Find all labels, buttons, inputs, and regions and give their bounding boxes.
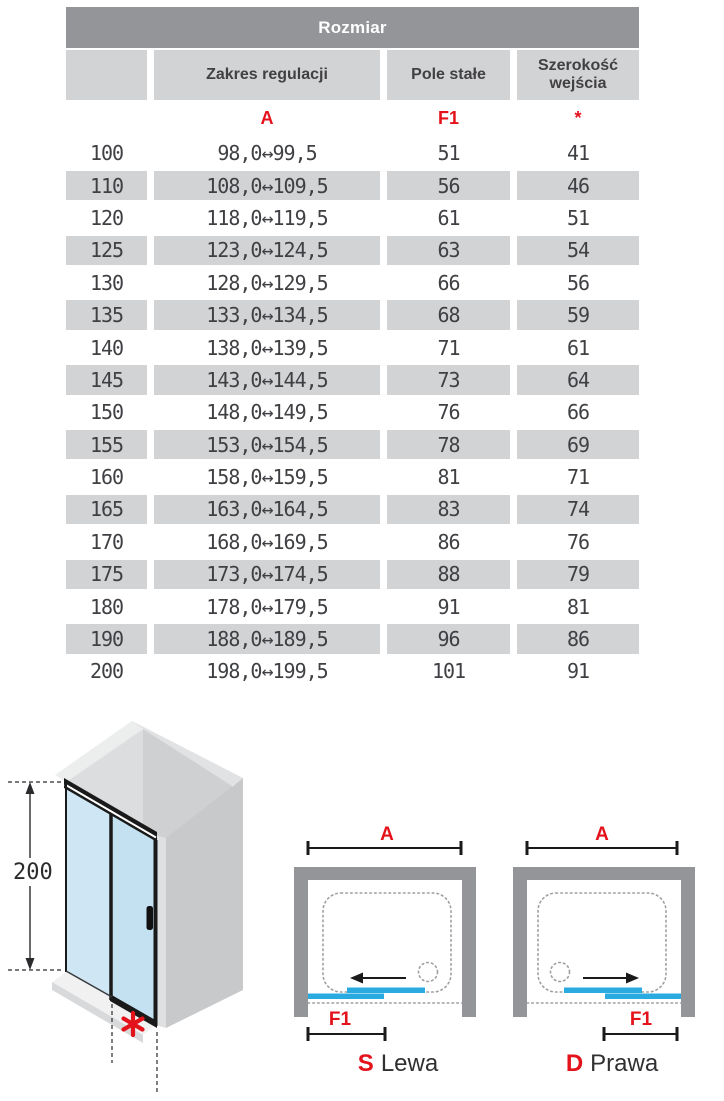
variant-right-letter: D bbox=[565, 1050, 584, 1077]
size-table-body bbox=[66, 137, 639, 688]
table-row bbox=[66, 331, 639, 363]
cell-fixed: 51 bbox=[437, 141, 460, 166]
cell-size: 165 bbox=[66, 493, 147, 525]
glass-panel-bar-sliding bbox=[308, 994, 384, 1000]
cell-range: 98,0↔99,5 bbox=[217, 141, 317, 166]
variant-left-label bbox=[283, 1050, 513, 1078]
table-row bbox=[66, 590, 639, 622]
table-row bbox=[66, 461, 639, 493]
cell-entry: 81 bbox=[566, 594, 590, 619]
table-symbol-row bbox=[66, 100, 639, 137]
cell-range: 178,0↔179,5 bbox=[206, 594, 328, 619]
table-title: Rozmiar bbox=[66, 7, 639, 48]
drain-circle bbox=[551, 963, 570, 982]
arrow-head-down bbox=[26, 958, 35, 970]
cell-fixed: 101 bbox=[431, 659, 466, 684]
symbol-empty bbox=[66, 100, 147, 137]
cell-fixed: 71 bbox=[437, 335, 460, 360]
glass-panel-bar-fixed bbox=[564, 988, 642, 994]
cell-entry: 56 bbox=[566, 270, 590, 295]
wall-right bbox=[462, 867, 476, 1017]
wall-left bbox=[513, 867, 527, 1017]
cell-range: 108,0↔109,5 bbox=[154, 169, 380, 201]
arrow-right-head bbox=[626, 973, 639, 984]
variant-left-letter: S bbox=[357, 1050, 374, 1077]
cell-range: 148,0↔149,5 bbox=[206, 400, 328, 425]
col-header-empty bbox=[66, 50, 147, 100]
dim-f1-label: F1 bbox=[328, 1009, 352, 1030]
cell-fixed: 61 bbox=[437, 205, 460, 230]
cell-fixed: 76 bbox=[437, 400, 460, 425]
cell-size: 140 bbox=[89, 335, 124, 360]
cell-range: 138,0↔139,5 bbox=[206, 335, 328, 360]
table-row bbox=[66, 169, 639, 201]
isometric-shower-diagram bbox=[0, 720, 280, 1101]
cell-entry: 79 bbox=[517, 558, 639, 590]
table-row bbox=[66, 558, 639, 590]
cell-entry: 74 bbox=[517, 493, 639, 525]
wall-left bbox=[294, 867, 308, 1017]
cell-range: 168,0↔169,5 bbox=[206, 529, 328, 554]
cell-entry: 76 bbox=[566, 529, 590, 554]
cell-fixed: 81 bbox=[437, 465, 460, 490]
cell-entry: 54 bbox=[517, 234, 639, 266]
col-header-entry: Szerokość wejścia bbox=[517, 50, 639, 100]
col-header-fixed: Pole stałe bbox=[387, 50, 510, 100]
cell-fixed: 73 bbox=[387, 364, 510, 396]
dim-f1 bbox=[604, 1009, 677, 1041]
table-row bbox=[66, 655, 639, 687]
cell-range: 188,0↔189,5 bbox=[154, 623, 380, 655]
cell-size: 125 bbox=[66, 234, 147, 266]
cell-entry: 59 bbox=[517, 299, 639, 331]
door-handle bbox=[147, 906, 154, 930]
cell-size: 160 bbox=[89, 465, 124, 490]
cell-range: 198,0↔199,5 bbox=[206, 659, 328, 684]
symbol-f1: F1 bbox=[437, 108, 459, 128]
dim-f1 bbox=[308, 1009, 385, 1041]
cell-fixed: 96 bbox=[387, 623, 510, 655]
cell-range: 128,0↔129,5 bbox=[206, 270, 328, 295]
cell-size: 100 bbox=[89, 141, 124, 166]
dim-a bbox=[527, 824, 677, 855]
cell-entry: 91 bbox=[566, 659, 590, 684]
cell-size: 190 bbox=[66, 623, 147, 655]
cell-fixed: 66 bbox=[437, 270, 460, 295]
cell-entry: 61 bbox=[566, 335, 590, 360]
dim-a-label: A bbox=[380, 824, 394, 845]
table-row bbox=[66, 267, 639, 299]
dim-f1-label: F1 bbox=[629, 1009, 653, 1030]
variant-right-name: Prawa bbox=[590, 1050, 659, 1077]
cell-fixed: 78 bbox=[387, 429, 510, 461]
cell-size: 150 bbox=[89, 400, 124, 425]
wall-right bbox=[681, 867, 695, 1017]
cell-size: 110 bbox=[66, 169, 147, 201]
variant-left-name: Lewa bbox=[380, 1050, 439, 1077]
cell-entry: 46 bbox=[517, 169, 639, 201]
arrow-left-head bbox=[350, 973, 363, 984]
cell-range: 173,0↔174,5 bbox=[154, 558, 380, 590]
cell-range: 123,0↔124,5 bbox=[154, 234, 380, 266]
cell-fixed: 91 bbox=[437, 594, 460, 619]
symbol-asterisk: * bbox=[574, 108, 582, 128]
cell-range: 158,0↔159,5 bbox=[206, 465, 328, 490]
cell-size: 135 bbox=[66, 299, 147, 331]
dim-a-label: A bbox=[595, 824, 609, 845]
glass-panel-bar-fixed bbox=[347, 988, 425, 994]
table-row bbox=[66, 364, 639, 396]
cell-fixed: 86 bbox=[437, 529, 460, 554]
wall-top bbox=[513, 867, 695, 880]
cell-range: 163,0↔164,5 bbox=[154, 493, 380, 525]
cell-entry: 41 bbox=[566, 141, 590, 166]
cell-size: 170 bbox=[89, 529, 124, 554]
drain-circle bbox=[419, 963, 438, 982]
table-row bbox=[66, 396, 639, 428]
cell-size: 175 bbox=[66, 558, 147, 590]
cell-fixed: 63 bbox=[387, 234, 510, 266]
glass-panel-bar-sliding bbox=[605, 994, 681, 1000]
arrow-head-up bbox=[26, 782, 35, 794]
symbol-a: A bbox=[260, 108, 274, 128]
table-row bbox=[66, 429, 639, 461]
cell-entry: 66 bbox=[566, 400, 590, 425]
cell-range: 143,0↔144,5 bbox=[154, 364, 380, 396]
cell-fixed: 83 bbox=[387, 493, 510, 525]
height-dimension bbox=[8, 782, 64, 970]
cell-size: 130 bbox=[89, 270, 124, 295]
cell-entry: 71 bbox=[566, 465, 590, 490]
table-row bbox=[66, 493, 639, 525]
cell-fixed: 88 bbox=[387, 558, 510, 590]
cell-entry: 86 bbox=[517, 623, 639, 655]
table-row bbox=[66, 623, 639, 655]
cell-entry: 69 bbox=[517, 429, 639, 461]
cell-range: 153,0↔154,5 bbox=[154, 429, 380, 461]
dim-a bbox=[308, 824, 461, 855]
cell-entry: 51 bbox=[566, 205, 590, 230]
table-row bbox=[66, 202, 639, 234]
cell-size: 145 bbox=[66, 364, 147, 396]
cell-size: 155 bbox=[66, 429, 147, 461]
cell-entry: 64 bbox=[517, 364, 639, 396]
cell-range: 133,0↔134,5 bbox=[154, 299, 380, 331]
table-header-row bbox=[66, 50, 639, 100]
wall-top bbox=[294, 867, 476, 880]
cell-size: 180 bbox=[89, 594, 124, 619]
table-row bbox=[66, 526, 639, 558]
cell-range: 118,0↔119,5 bbox=[206, 205, 328, 230]
table-row bbox=[66, 299, 639, 331]
table-row bbox=[66, 137, 639, 169]
fixed-glass-panel bbox=[66, 786, 112, 997]
cell-size: 200 bbox=[89, 659, 124, 684]
cell-fixed: 56 bbox=[387, 169, 510, 201]
cell-fixed: 68 bbox=[387, 299, 510, 331]
size-table bbox=[66, 7, 639, 688]
cell-size: 120 bbox=[89, 205, 124, 230]
variant-right-label bbox=[497, 1050, 724, 1078]
height-label: 200 bbox=[13, 860, 53, 885]
col-header-range: Zakres regulacji bbox=[154, 50, 380, 100]
table-row bbox=[66, 234, 639, 266]
